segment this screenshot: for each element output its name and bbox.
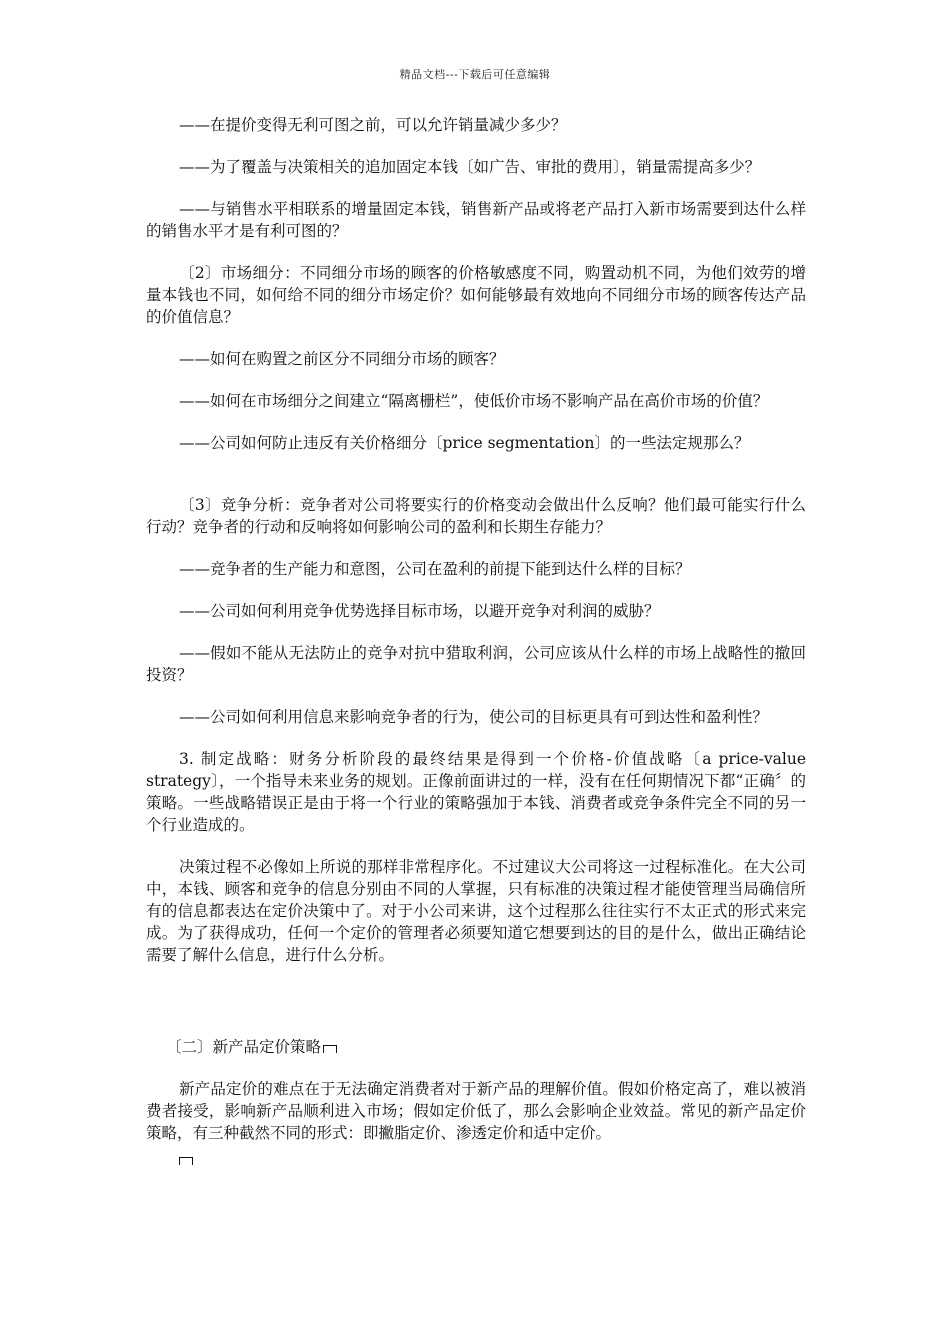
paragraph: 〔3〕竞争分析：竞争者对公司将要实行的价格变动会做出什么反响？他们最可能实行什么行动？竞争者的行动和反响将如何影响公司的盈利和长期生存能力？ [146, 496, 806, 536]
paragraph: 〔2〕市场细分：不同细分市场的顾客的价格敏感度不同，购置动机不同，为他们效劳的增量本钱也不同，如何给不同的细分市场定价？如何能够最有效地向不同细分市场的顾客传达产品的价值信息？ [146, 264, 806, 326]
paragraph: ——在提价变得无利可图之前，可以允许销量减少多少？ [179, 116, 567, 134]
paragraph: ——假如不能从无法防止的竞争对抗中猎取利润，公司应该从什么样的市场上战略性的撤回投资？ [146, 644, 806, 684]
paragraph-text: 新产品定价的难点在于无法确定消费者对于新产品的理解价值。假如价格定高了，难以被消费者接受，影响新产品顺利进入市场；假如定价低了，那么会影响企业效益。常见的新产品定价策略，有三种截然不同的形式：即撇脂定价、渗透定价和适中定价。 [146, 1080, 806, 1142]
paragraph-mark-icon [179, 1157, 193, 1165]
paragraph: 3. 制定战略：财务分析阶段的最终结果是得到一个价格-价值战略〔a price-value strategy〕，一个指导未来业务的规划。正像前面讲过的一样，没有在任何期情况下都“正确〞的策略。一些战略错误正是由于将一个行业的策略强加于本钱、消费者或竞争条件完全不同的另一个行业造成的。 [146, 750, 806, 834]
paragraph: ——与销售水平相联系的增量固定本钱，销售新产品或将老产品打入新市场需要到达什么样的销售水平才是有利可图的？ [146, 200, 806, 240]
paragraph: ——竞争者的生产能力和意图，公司在盈利的前提下能到达什么样的目标？ [179, 560, 691, 578]
paragraph: ——如何在市场细分之间建立“隔离栅栏”，使低价市场不影响产品在高价市场的价值？ [179, 392, 769, 410]
paragraph: ——公司如何防止违反有关价格细分〔price segmentation〕的一些法定规那么？ [179, 434, 750, 452]
paragraph-mark-icon [323, 1045, 337, 1053]
section-heading [146, 1036, 806, 1058]
paragraph: ——如何在购置之前区分不同细分市场的顾客？ [179, 350, 505, 368]
section-heading-text: 〔二〕新产品定价策略 [166, 1038, 322, 1056]
page-header: 精品文档---下载后可任意编辑 [399, 68, 551, 81]
paragraph: ——公司如何利用信息来影响竞争者的行为，使公司的目标更具有可到达性和盈利性？ [179, 708, 769, 726]
paragraph: ——公司如何利用竞争优势选择目标市场，以避开竞争对利润的威胁？ [179, 602, 660, 620]
document-body [146, 114, 806, 1190]
paragraph [146, 1078, 806, 1170]
paragraph: 决策过程不必像如上所说的那样非常程序化。不过建议大公司将这一过程标准化。在大公司中，本钱、顾客和竞争的信息分别由不同的人掌握，只有标准的决策过程才能使管理当局确信所有的信息都表达在定价决策中了。对于小公司来讲，这个过程那么往往实行不太正式的形式来完成。为了获得成功，任何一个定价的管理者必须要知道它想要到达的目的是什么，做出正确结论需要了解什么信息，进行什么分析。 [146, 858, 806, 964]
paragraph: ——为了覆盖与决策相关的追加固定本钱〔如广告、审批的费用〕，销量需提高多少？ [179, 158, 761, 176]
